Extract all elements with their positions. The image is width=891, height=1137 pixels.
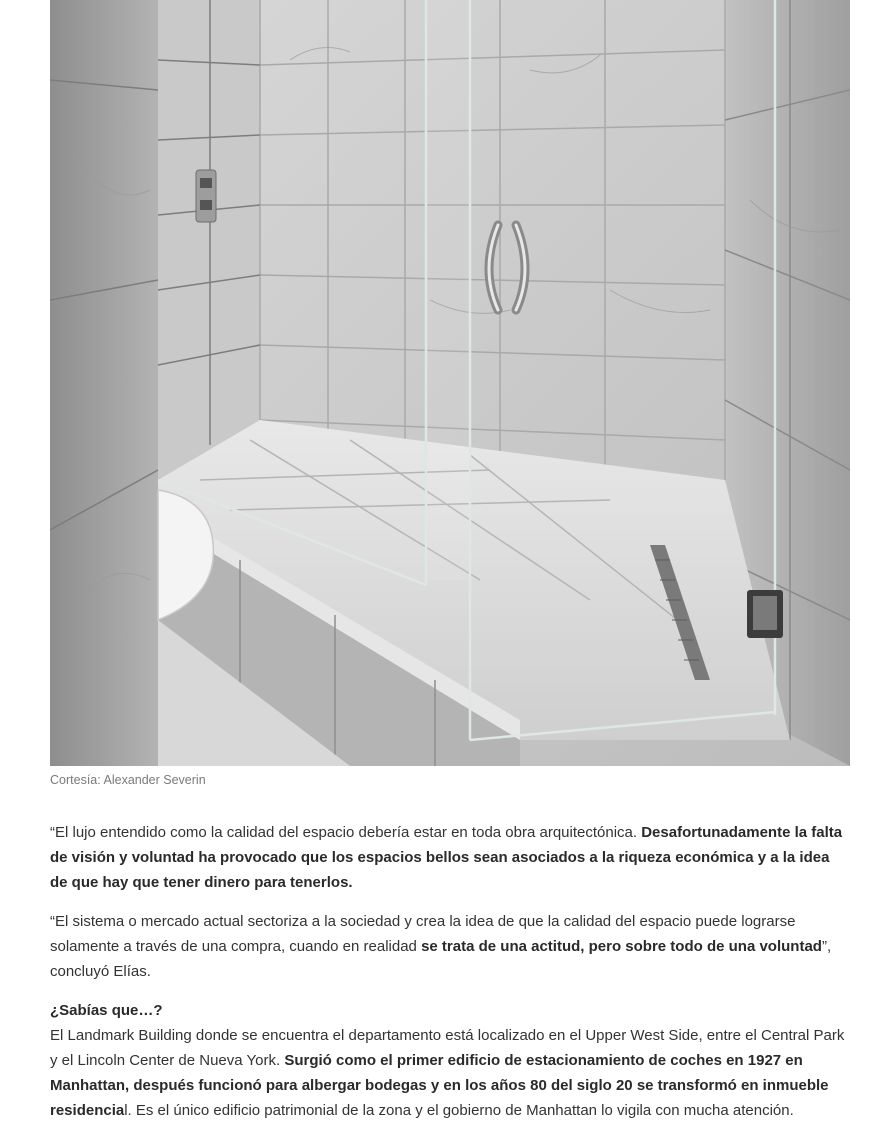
paragraph-text: El Landmark Building donde se encuentra el departamento está localizado en el Upper West Side, entre el Central Park y el Lincoln Center de Nueva York. <box>50 1027 845 1069</box>
did-you-know-heading-text: ¿Sabías que…? <box>50 1002 163 1019</box>
paragraph-tail-text: l. Es el único edificio patrimonial de la zona y el gobierno de Manhattan lo vigila con mucha atención. <box>124 1102 794 1119</box>
photo-caption: Cortesía: Alexander Severin <box>50 773 206 787</box>
paragraph-bold-text: Surgió como el primer edificio de estacionamiento de coches en 1927 en Manhattan, después funcionó para albergar bodegas y en los años 80 del siglo 20 se transformó en inmueble residencia <box>50 1052 829 1119</box>
paragraph-bold-text: se trata de una actitud, pero sobre todo de una voluntad <box>421 938 822 955</box>
paragraph-bold-text: Desafortunadamente la falta de visión y voluntad ha provocado que los espacios bellos sean asociados a la riqueza económica y a la idea de que hay que tener dinero para tenerlos. <box>50 824 843 891</box>
paragraph-luxury-quote <box>50 820 850 895</box>
did-you-know-heading <box>50 998 850 1023</box>
bathroom-photo <box>50 0 850 766</box>
paragraph-text: “El sistema o mercado actual sectoriza a la sociedad y crea la idea de que la calidad del espacio puede lograrse solamente a través de una compra, cuando en realidad <box>50 913 796 955</box>
paragraph-landmark-building <box>50 1023 850 1123</box>
paragraph-tail-text: ”, concluyó Elías. <box>50 938 832 980</box>
paragraph-market-quote <box>50 909 850 984</box>
shower-image <box>50 0 850 766</box>
paragraph-text: “El lujo entendido como la calidad del espacio debería estar en toda obra arquitectónica. <box>50 824 642 841</box>
article-body <box>50 820 850 1137</box>
